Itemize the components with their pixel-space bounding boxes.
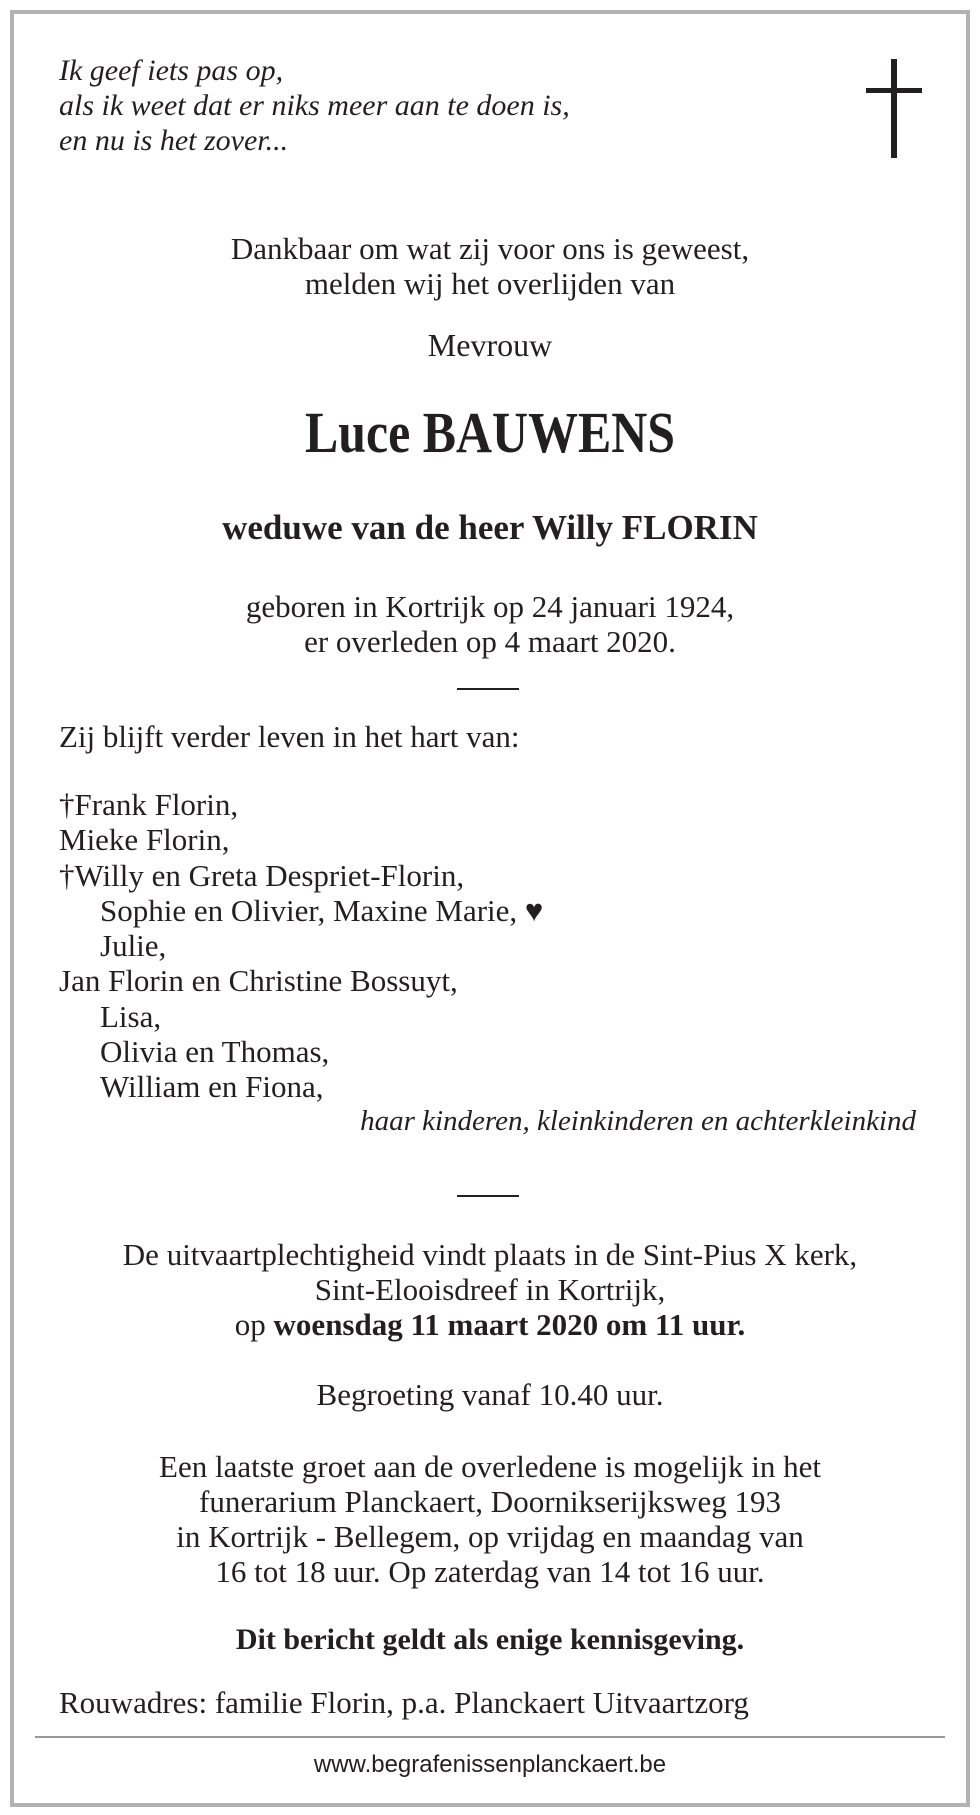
family-member: Lisa, — [100, 998, 162, 1034]
farewell-line: in Kortrijk - Bellegem, op vrijdag en maandag van — [176, 1519, 804, 1554]
life-dates — [0, 589, 980, 659]
ceremony — [0, 1237, 980, 1342]
birth-line: geboren in Kortrijk op 24 januari 1924, — [245, 589, 735, 624]
family-member: William en Fiona, — [100, 1069, 324, 1105]
mourning-address: Rouwadres: familie Florin, p.a. Planckaert Uitvaartzorg — [59, 1685, 749, 1720]
family-member: Mieke Florin, — [59, 822, 230, 858]
salutation: Mevrouw — [427, 327, 553, 363]
family-intro: Zij blijft verder leven in het hart van: — [59, 719, 520, 754]
greeting: Begroeting vanaf 10.40 uur. — [316, 1377, 664, 1412]
ceremony-date: op woensdag 11 maart 2020 om 11 uur. — [234, 1307, 746, 1342]
family-member: Julie, — [100, 928, 167, 964]
family-member: Olivia en Thomas, — [100, 1034, 330, 1070]
notice: Dit bericht geldt als enige kennisgeving. — [235, 1623, 745, 1656]
family-member: Sophie en Olivier, Maxine Marie, ♥ — [100, 892, 544, 928]
farewell-line: Een laatste groet aan de overledene is mogelijk in het — [159, 1449, 821, 1484]
farewell — [0, 1449, 980, 1589]
poem-line: en nu is het zover... — [59, 124, 289, 157]
website-link[interactable]: www.begrafenissenplanckaert.be — [313, 1751, 667, 1778]
family-list — [59, 787, 543, 1105]
poem — [59, 53, 570, 158]
cross-icon — [866, 59, 922, 158]
footer-divider — [35, 1736, 945, 1738]
intro-line: Dankbaar om wat zij voor ons is geweest, — [230, 231, 750, 266]
deceased-name: Luce BAUWENS — [305, 400, 675, 465]
intro — [0, 231, 980, 301]
divider — [457, 1195, 519, 1197]
family-caption: haar kinderen, kleinkinderen en achterkleinkind — [360, 1105, 916, 1137]
widow-of: weduwe van de heer Willy FLORIN — [222, 508, 758, 547]
ceremony-line: Sint-Elooisdreef in Kortrijk, — [314, 1272, 666, 1307]
death-line: er overleden op 4 maart 2020. — [304, 624, 676, 659]
family-member: Jan Florin en Christine Bossuyt, — [59, 963, 458, 999]
ceremony-line: De uitvaartplechtigheid vindt plaats in de Sint-Pius X kerk, — [122, 1237, 858, 1272]
family-member: †Willy en Greta Despriet-Florin, — [59, 857, 465, 893]
farewell-line: funerarium Planckaert, Doornikserijksweg 193 — [199, 1484, 781, 1519]
poem-line: Ik geef iets pas op, — [59, 54, 284, 87]
intro-line: melden wij het overlijden van — [304, 266, 676, 301]
family-member: †Frank Florin, — [59, 787, 239, 822]
poem-line: als ik weet dat er niks meer aan te doen is, — [59, 89, 570, 122]
farewell-line: 16 tot 18 uur. Op zaterdag van 14 tot 16 uur. — [215, 1554, 765, 1589]
divider — [457, 688, 519, 690]
